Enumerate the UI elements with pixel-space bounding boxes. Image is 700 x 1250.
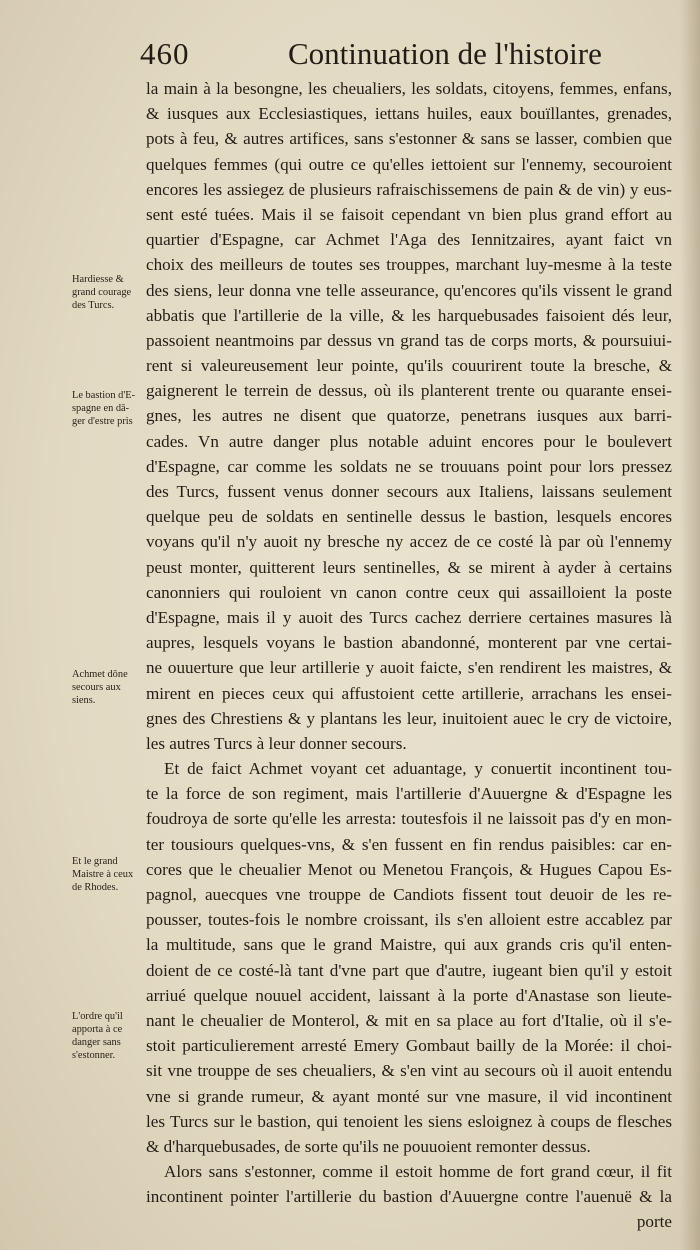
marginal-note-line: Le bastion d'E- (72, 390, 136, 401)
text-line: te la force de son regiment, mais l'artillerie d'Auuergne & d'Espagne les (146, 784, 672, 804)
text-line: quartier d'Espagne, car Achmet l'Aga des Iennitzaires, ayant faict vn (146, 230, 672, 250)
marginal-note-ordre (72, 1010, 146, 1062)
page-edge-shadow (680, 0, 700, 1250)
text-line: abbatis que l'artillerie de la ville, & les harquebusades faisoient dés leur, (146, 305, 672, 325)
text-line: des Turcs, fussent venus donner secours aux Italiens, laissans seulement (146, 482, 672, 501)
marginal-note-line: Et le grand (72, 856, 118, 867)
marginal-note-line: des Turcs. (72, 300, 115, 311)
marginal-note-line: siens. (72, 695, 96, 706)
running-title: Continuation de l'histoire (288, 36, 602, 71)
marginal-note-line: de Rhodes. (72, 882, 119, 893)
text-line: pagnol, auecques vne trouppe de Candiots fissent tout deuoir de les re- (146, 885, 672, 904)
page-number: 460 (140, 36, 190, 71)
text-line: mirent en pieces ceux qui affustoient cette artillerie, arrachans les ensei- (146, 683, 672, 703)
text-line: Et de faict Achmet voyant cet aduantage, y conuertit incontinent tou- (164, 759, 672, 779)
text-line: nant le cheualier de Monterol, & mit en sa place au fort d'Italie, où il s'e- (146, 1010, 672, 1030)
catchword: porte (636, 1212, 672, 1232)
marginal-note-line: Achmet dōne (72, 669, 128, 680)
text-line: encores les assiegez de plusieurs rafraischissemens de pain & de vin) y eus- (146, 179, 672, 199)
text-line: gaignerent le terrein de dessus, où ils planterent trente ou quarante ensei- (146, 381, 672, 401)
text-line: foudroya de sorte qu'elle les arresta: toutesfois il ne laissoit pas d'y en mon- (146, 809, 672, 829)
text-line: vne si grande rumeur, & ayant monté sur vne masure, il vid incontinent (146, 1086, 672, 1106)
marginal-note-line: danger sans (72, 1037, 121, 1048)
text-line: quelque peu de soldats en sentinelle dessus le bastion, lesquels encores (146, 507, 672, 527)
text-line: peust monter, quitterent leurs sentinelles, & se mirent à ayder à certains (146, 557, 672, 577)
text-line: gnes, les autres ne disent que quatorze, penetrans iusques aux barri- (146, 406, 672, 426)
text-line: sit vne trouppe de ses cheualiers, & s'en vint au secours où il auoit entendu (146, 1061, 672, 1081)
text-line: cores que le cheualier Menot ou Menetou François, & Hugues Capou Es- (146, 859, 672, 879)
text-line: sent esté tuées. Mais il se faisoit cependant vn bien plus grand effort au (146, 204, 672, 224)
marginal-note-line: grand courage (72, 287, 132, 298)
marginal-note-line: ger d'estre pris (72, 416, 133, 427)
text-line: ne ouuerture que leur artillerie y auoit faicte, s'en rendirent les maistres, & (146, 658, 672, 678)
text-line: doient de ce costé-là tant d'vne part que d'autre, iugeant bien qu'il y estoit (146, 960, 672, 980)
text-line: pots à feu, & autres artifices, sans s'estonner & sans se lasser, combien que (146, 129, 672, 149)
text-line: quelques femmes (qui outre ce qu'elles iettoient sur l'ennemy, secouroient (146, 154, 672, 174)
text-line: canonniers qui rouloient vn canon contre ceux qui assailloient la poste (146, 582, 672, 602)
text-line: la multitude, sans que le grand Maistre, qui aux grands cris qu'il enten- (146, 935, 672, 955)
marginal-note-line: secours aux (72, 682, 121, 693)
body-text (146, 76, 672, 1235)
text-line: cades. Vn autre danger plus notable aduint encores pour le boulevert (146, 431, 672, 451)
text-line: d'Espagne, mais il y auoit des Turcs cachez derriere certaines masures là (146, 607, 672, 627)
text-line: choix des meilleurs de toutes ses trouppes, marchant luy-mesme à la teste (146, 255, 672, 275)
text-line: & d'harquebusades, de sorte qu'ils ne pouuoient remonter dessus. (146, 1136, 591, 1156)
marginal-note-line: apporta à ce (72, 1024, 123, 1035)
text-line: gnes des Chrestiens & y plantans les leur, inuitoient auec le cry de victoire, (146, 708, 672, 728)
text-line: ter tousiours quelques-vns, & s'en fussent en fin rendus paisibles: car en- (146, 834, 672, 854)
marginal-note-line: s'estonner. (72, 1050, 116, 1061)
text-line: Alors sans s'estonner, comme il estoit homme de fort grand cœur, il fit (164, 1162, 672, 1182)
text-line: passoient neantmoins par dessus vn grand tas de corps morts, & poursuiui- (146, 330, 672, 350)
text-line: d'Espagne, car comme les soldats ne se trouuans point pour lors pressez (146, 456, 672, 476)
text-line: des siens, leur donna vne telle asseurance, qu'encores qu'ils vissent le grand (146, 280, 672, 300)
text-line: aupres, lesquels voyans le bastion abandonné, monterent par vne certai- (146, 633, 672, 653)
text-line: voyans qu'il n'y auoit ny bresche ny accez de ce costé là par où l'ennemy (146, 532, 672, 552)
marginal-note-line: L'ordre qu'il (72, 1011, 123, 1022)
text-line: incontinent pointer l'artillerie du bastion d'Auuergne contre l'auenuë & la (146, 1187, 672, 1207)
marginal-note-line: spagne en dā- (72, 403, 130, 414)
text-line: les autres Turcs à leur donner secours. (146, 733, 407, 753)
marginal-note-line: Hardiesse & (72, 274, 124, 285)
text-line: la main à la besongne, les cheualiers, les soldats, citoyens, femmes, enfans, (146, 79, 672, 98)
text-line: les Turcs sur le bastion, qui tenoient les siens esloignez à coups de flesches (146, 1111, 672, 1131)
marginal-note-line: Maistre à ceux (72, 869, 134, 880)
marginal-note-grand-maistre (72, 855, 146, 894)
text-line: pousser, toutes-fois le nombre croissant, ils s'en alloient estre accablez par (146, 910, 672, 930)
text-line: rent si valeureusement leur pointe, qu'ils couurirent toute la bresche, & (146, 356, 672, 376)
text-line: stoit particulierement arresté Emery Gombaut bailly de la Morée: il choi- (146, 1036, 672, 1056)
marginal-note-bastion (72, 389, 146, 428)
marginal-note-hardiesse (72, 273, 146, 312)
text-line: & iusques aux Ecclesiastiques, iettans huiles, eaux bouïllantes, grenades, (146, 104, 672, 124)
text-line: arriué quelque nouuel accident, laissant à la porte d'Anastase son lieute- (146, 985, 672, 1005)
page-header (140, 32, 660, 78)
marginal-note-achmet (72, 668, 146, 707)
